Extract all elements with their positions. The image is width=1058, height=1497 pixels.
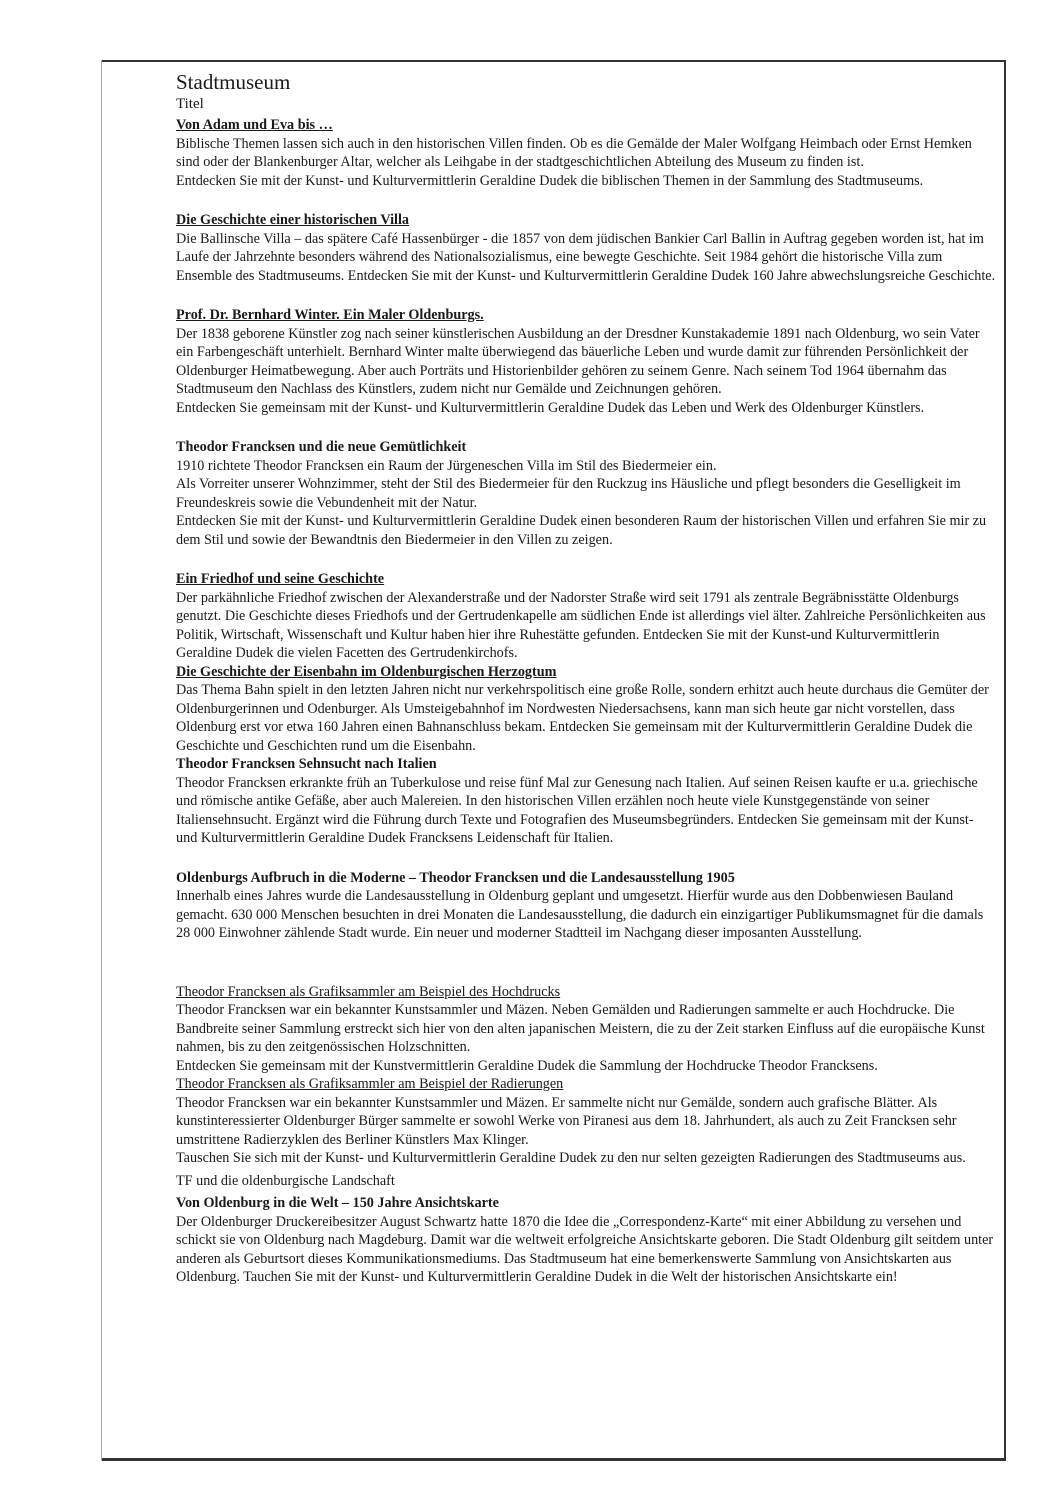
document-title: Stadtmuseum: [176, 70, 291, 94]
section-friedhof: [176, 570, 998, 663]
section-heading: Oldenburgs Aufbruch in die Moderne – Theodor Francksen und die Landesausstellung 1905: [176, 869, 735, 886]
section-paragraph: Der Oldenburger Druckereibesitzer August Schwartz hatte 1870 die Idee die „Correspondenz-Karte“ mit einer Abbildung zu versehen und schickt sie von Oldenburg nach Magdeburg. Damit war die weltweit erfolgreiche Ansichtskarte geboren. Die Stadt Oldenburg gilt seitdem unter anderen als Geburtsort dieses Kommunikationsmediums. Das Stadtmuseum hat eine bemerkenswerte Sammlung von Ansichtskarten aus Oldenburg. Tauchen Sie mit der Kunst- und Kulturvermittlerin Geraldine Dudek in die Welt der historischen Ansichtskarte ein!: [176, 1213, 994, 1285]
section-landschaft: [176, 1172, 998, 1191]
document-body: [176, 70, 998, 1287]
section-landesausstellung: [176, 869, 998, 943]
section-heading: Theodor Francksen als Grafiksammler am Beispiel der Radierungen: [176, 1076, 564, 1092]
section-paragraph: Innerhalb eines Jahres wurde die Landesausstellung in Oldenburg geplant und umgesetzt. Hierfür wurde aus den Dobbenwiesen Bauland gemacht. 630 000 Menschen besuchten in drei Monaten die Landesausstellung, die dadurch ein einzigartiger Publikumsmagnet für die damals 28 000 Einwohner zählende Stadt wurde. Ein neuer und moderner Stadtteil im Nachgang dieser imposanten Ausstellung.: [176, 888, 984, 941]
section-radierungen: [176, 1075, 998, 1168]
section-italien: [176, 755, 998, 848]
section-heading: Von Oldenburg in die Welt – 150 Jahre Ansichtskarte: [176, 1195, 499, 1211]
section-heading: TF und die oldenburgische Landschaft: [176, 1172, 395, 1189]
section-paragraph: Das Thema Bahn spielt in den letzten Jahren nicht nur verkehrspolitisch eine große Rolle, sondern erhitzt auch heute durchaus die Gemüter der Oldenburgerinnen und Odenburger. Als Umsteigebahnhof im Nordwesten Niedersachsens, kann man sich heute gar nicht vorstellen, dass Oldenburg erst vor etwa 160 Jahren einen Bahnanschluss bekam. Entdecken Sie gemeinsam mit der Kulturvermittlerin Geraldine Dudek die Geschichte und Geschichten rund um die Eisenbahn.: [176, 682, 989, 754]
section-paragraph: Entdecken Sie mit der Kunst- und Kulturvermittlerin Geraldine Dudek die biblischen Themen in der Sammlung des Stadtmuseums.: [176, 172, 924, 189]
section-paragraph: Als Vorreiter unserer Wohnzimmer, steht der Stil des Biedermeier für den Ruckzug ins Häusliche und pflegt besonders die Geselligkeit im Freundeskreis sowie die Vebundenheit mit der Natur.: [176, 476, 961, 511]
section-adam-und-eva: [176, 116, 998, 190]
section-paragraph: Der parkähnliche Friedhof zwischen der Alexanderstraße und der Nadorster Straße wird seit 1791 als zentrale Begräbnisstätte Oldenburgs genutzt. Die Geschichte dieses Friedhofs und der Gertrudenkapelle am südlichen Ende ist allerdings viel älter. Zahlreiche Persönlichkeiten aus Politik, Wirtschaft, Wissenschaft und Kultur haben hier ihre Ruhestätte gefunden. Entdecken Sie mit der Kunst-und Kulturvermittlerin Geraldine Dudek die vielen Facetten des Gertrudenkirchofs.: [176, 589, 986, 661]
section-paragraph: Theodor Francksen war ein bekannter Kunstsammler und Mäzen. Er sammelte nicht nur Gemälde, sondern auch grafische Blätter. Als kunstinteressierter Oldenburger Bürger sammelte er sowohl Werke von Piranesi aus dem 18. Jahrhundert, als auch zu Zeit Francksen sehr umstrittene Radierzyklen des Berliner Künstlers Max Klinger.: [176, 1094, 957, 1148]
section-paragraph: 1910 richtete Theodor Francksen ein Raum der Jürgeneschen Villa im Stil des Biedermeier ein.: [176, 457, 717, 474]
section-paragraph: Die Ballinsche Villa – das spätere Café Hassenbürger - die 1857 von dem jüdischen Bankier Carl Ballin in Auftrag gegeben worden ist, hat im Laufe der Jahrzehnte besonders während des Nationalsozialismus, eine bewegte Geschichte. Seit 1984 gehört die historische Villa zum Ensemble des Stadtmuseums. Entdecken Sie mit der Kunst- und Kulturvermittlerin Geraldine Dudek 160 Jahre abwechslungsreiche Geschichte.: [176, 230, 996, 284]
section-heading: Theodor Francksen Sehnsucht nach Italien: [176, 756, 437, 772]
section-paragraph: Entdecken Sie gemeinsam mit der Kunst- und Kulturvermittlerin Geraldine Dudek das Leben und Werk des Oldenburger Künstlers.: [176, 399, 925, 416]
section-paragraph: Biblische Themen lassen sich auch in den historischen Villen finden. Ob es die Gemälde der Maler Wolfgang Heimbach oder Ernst Hemken sind oder der Blankenburger Altar, welcher als Leihgabe in der stadtgeschichtlichen Abteilung des Museum zu finden ist.: [176, 135, 972, 170]
section-heading: Theodor Francksen und die neue Gemütlichkeit: [176, 439, 467, 455]
section-historische-villa: [176, 211, 998, 285]
section-heading: Die Geschichte der Eisenbahn im Oldenburgischen Herzogtum: [176, 663, 557, 680]
section-ansichtskarte: [176, 1194, 998, 1287]
section-paragraph: Der 1838 geborene Künstler zog nach seiner künstlerischen Ausbildung an der Dresdner Kunstakademie 1891 nach Oldenburg, wo sein Vater ein Farbengeschäft unterhielt. Bernhard Winter malte überwiegend das bäuerliche Leben und wurde damit zur führenden Persönlichkeit der Oldenburger Heimatbewegung. Aber auch Porträts und Historienbilder gehören zu seinem Genre. Nach seinem Tod 1964 übernahm das Stadtmuseum den Nachlass des Künstlers, zudem nicht nur Gemälde und Zeichnungen gehören.: [176, 325, 980, 397]
section-heading: Prof. Dr. Bernhard Winter. Ein Maler Oldenburgs.: [176, 307, 484, 323]
section-eisenbahn: [176, 663, 998, 756]
section-paragraph: Theodor Francksen war ein bekannter Kunstsammler und Mäzen. Neben Gemälden und Radierungen sammelte er auch Hochdrucke. Die Bandbreite seiner Sammlung erstreckt sich hier von den alten japanischen Meistern, die zu der Zeit starken Einfluss auf die europäische Kunst nahmen, bis zu den zeitgenössischen Holzschnitten.: [176, 1002, 985, 1055]
section-heading: Von Adam und Eva bis …: [176, 117, 333, 133]
section-paragraph: Tauschen Sie sich mit der Kunst- und Kulturvermittlerin Geraldine Dudek zu den nur selten gezeigten Radierungen des Stadtmuseums aus.: [176, 1150, 966, 1166]
section-heading: Die Geschichte einer historischen Villa: [176, 212, 410, 228]
section-bernhard-winter: [176, 306, 998, 417]
section-hochdruck: [176, 983, 998, 1076]
page-left-rule: [101, 60, 102, 1461]
section-heading: Theodor Francksen als Grafiksammler am Beispiel des Hochdrucks: [176, 983, 561, 1000]
section-paragraph: Entdecken Sie mit der Kunst- und Kulturvermittlerin Geraldine Dudek einen besonderen Raum der historischen Villen und erfahren Sie mir zu dem Stil und sowie der Bewandtnis den Biedermeier in den Villen zu zeigen.: [176, 513, 987, 548]
section-gemuetlichkeit: [176, 438, 998, 549]
section-heading: Ein Friedhof und seine Geschichte: [176, 571, 385, 587]
section-paragraph: Theodor Francksen erkrankte früh an Tuberkulose und reise fünf Mal zur Genesung nach Italien. Auf seinen Reisen kaufte er u.a. griechische und römische antike Gefäße, aber auch Malereien. In den historischen Villen erzählen noch heute viele Kunstgegenstände von seiner Italiensehnsucht. Ergänzt wird die Führung durch Texte und Fotografien des Museumsbegründers. Entdecken Sie gemeinsam mit der Kunst- und Kulturvermittlerin Geraldine Dudek Francksens Leidenschaft für Italien.: [176, 774, 978, 846]
document-subtitle: Titel: [176, 96, 204, 112]
section-paragraph: Entdecken Sie gemeinsam mit der Kunstvermittlerin Geraldine Dudek die Sammlung der Hochdrucke Theodor Francksens.: [176, 1057, 878, 1074]
